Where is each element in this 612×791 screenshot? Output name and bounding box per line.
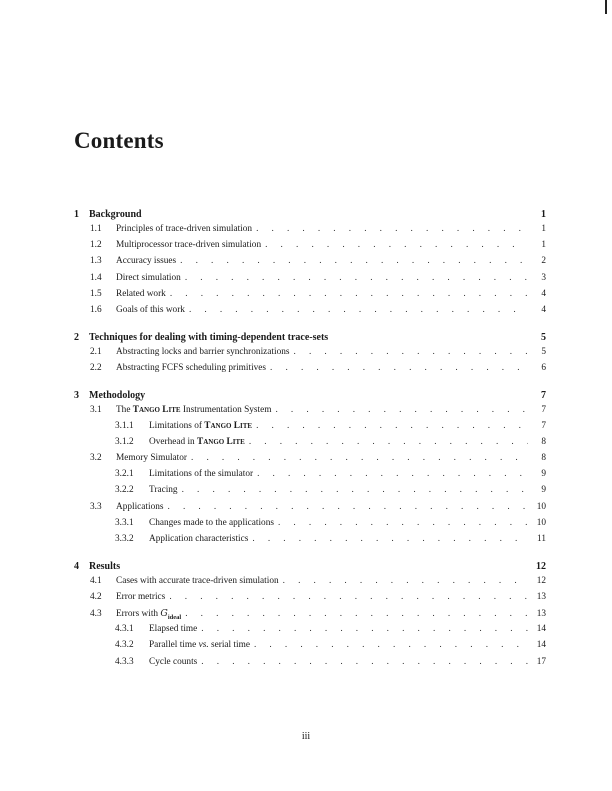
subsection-title: Limitations of the simulator bbox=[149, 469, 254, 480]
dot-leader bbox=[278, 518, 528, 528]
toc-entry bbox=[74, 437, 546, 453]
section-page: 3 bbox=[541, 272, 546, 283]
section-number: 1.3 bbox=[90, 256, 102, 267]
section-number: 1.2 bbox=[90, 240, 102, 251]
subsection-page: 9 bbox=[541, 469, 546, 480]
dot-leader bbox=[170, 289, 528, 299]
toc-entry bbox=[74, 469, 546, 485]
toc-chapter bbox=[74, 332, 546, 347]
dot-leader bbox=[180, 256, 528, 266]
toc-chapter bbox=[74, 209, 546, 224]
dot-leader bbox=[191, 453, 528, 463]
title-text: Errors with bbox=[116, 609, 161, 620]
section-page: 13 bbox=[536, 609, 546, 620]
scan-mark bbox=[605, 0, 607, 14]
section-title: Related work bbox=[116, 288, 166, 299]
dot-leader bbox=[254, 640, 528, 650]
toc-entry bbox=[74, 576, 546, 592]
chapter-title: Techniques for dealing with timing-dependent trace-sets bbox=[89, 331, 329, 343]
chapter-gap bbox=[74, 379, 546, 390]
subsection-number: 4.3.1 bbox=[115, 624, 134, 635]
ideal-subscript: ideal bbox=[167, 613, 182, 621]
toc-entry bbox=[74, 640, 546, 656]
subsection-page: 14 bbox=[536, 640, 546, 651]
dot-leader bbox=[294, 347, 529, 357]
subsection-number: 4.3.3 bbox=[115, 656, 134, 667]
section-title bbox=[116, 405, 271, 415]
section-page: 4 bbox=[541, 288, 546, 299]
subsection-title bbox=[149, 437, 245, 447]
title-text: Overhead in bbox=[149, 436, 198, 447]
chapter-gap bbox=[74, 550, 546, 561]
section-title: Applications bbox=[116, 501, 164, 512]
chapter-page: 12 bbox=[536, 560, 546, 572]
subsection-number: 4.3.2 bbox=[115, 640, 134, 651]
title-text: Instrumentation System bbox=[180, 404, 272, 415]
section-page: 13 bbox=[536, 591, 546, 602]
dot-leader bbox=[275, 405, 528, 415]
chapter-number: 1 bbox=[74, 209, 79, 220]
toc-entry bbox=[74, 256, 546, 272]
tango-lite-name: Tango Lite bbox=[132, 404, 181, 415]
toc-entry bbox=[74, 453, 546, 469]
dot-leader bbox=[257, 469, 528, 479]
section-title: Cases with accurate trace-driven simulation bbox=[116, 575, 279, 586]
section-title: Memory Simulator bbox=[116, 453, 188, 464]
section-page: 1 bbox=[541, 224, 546, 234]
subsection-title: Changes made to the applications bbox=[149, 517, 274, 528]
chapter-number: 4 bbox=[74, 560, 79, 572]
section-number: 4.2 bbox=[90, 591, 102, 602]
title-text: Limitations of bbox=[149, 420, 205, 431]
title-text: serial time bbox=[208, 640, 250, 651]
subsection-number: 3.2.2 bbox=[115, 485, 134, 496]
subsection-page: 17 bbox=[536, 656, 546, 667]
chapter-page: 5 bbox=[541, 331, 546, 343]
toc-entry bbox=[74, 347, 546, 363]
script-g-symbol: G bbox=[160, 608, 168, 620]
section-page: 7 bbox=[541, 404, 546, 415]
dot-leader bbox=[283, 576, 528, 586]
chapter-title: Results bbox=[89, 560, 121, 572]
chapter-title: Methodology bbox=[89, 389, 146, 401]
subsection-title bbox=[149, 640, 250, 650]
dot-leader bbox=[256, 224, 528, 234]
section-page: 2 bbox=[541, 256, 546, 267]
toc-entry bbox=[74, 273, 546, 289]
section-title: Error metrics bbox=[116, 591, 166, 602]
section-title: Direct simulation bbox=[116, 272, 181, 283]
toc-entry bbox=[74, 502, 546, 518]
toc-chapter bbox=[74, 561, 546, 576]
section-number: 1.4 bbox=[90, 272, 102, 283]
dot-leader bbox=[169, 592, 528, 602]
toc-entry bbox=[74, 240, 546, 256]
subsection-title bbox=[149, 421, 252, 431]
dot-leader bbox=[185, 273, 528, 283]
section-page: 8 bbox=[541, 453, 546, 464]
section-page: 1 bbox=[541, 240, 546, 251]
section-page: 6 bbox=[541, 362, 546, 373]
section-number: 2.2 bbox=[90, 362, 102, 373]
toc-entry bbox=[74, 657, 546, 673]
dot-leader bbox=[265, 240, 528, 250]
section-title bbox=[116, 608, 181, 621]
section-number: 1.6 bbox=[90, 304, 102, 315]
section-number: 4.3 bbox=[90, 609, 102, 620]
subsection-title: Elapsed time bbox=[149, 624, 198, 635]
tango-lite-name: Tango Lite bbox=[197, 436, 245, 447]
section-page: 4 bbox=[541, 304, 546, 315]
subsection-title: Tracing bbox=[149, 485, 178, 496]
tango-lite-name: Tango Lite bbox=[204, 420, 253, 431]
subsection-page: 11 bbox=[537, 534, 546, 544]
dot-leader bbox=[249, 437, 528, 447]
section-number: 3.2 bbox=[90, 453, 102, 464]
section-title: Multiprocessor trace-driven simulation bbox=[116, 240, 262, 251]
toc-entry bbox=[74, 534, 546, 550]
toc-entry bbox=[74, 485, 546, 501]
section-number: 2.1 bbox=[90, 346, 102, 357]
section-page: 12 bbox=[536, 575, 546, 586]
subsection-page: 9 bbox=[541, 485, 546, 496]
toc-entry bbox=[74, 421, 546, 437]
section-number: 3.1 bbox=[90, 404, 102, 415]
chapter-page: 7 bbox=[541, 389, 546, 401]
subsection-number: 3.3.1 bbox=[115, 517, 134, 528]
toc-entry bbox=[74, 592, 546, 608]
title-text: The bbox=[116, 404, 133, 415]
section-number: 1.1 bbox=[90, 224, 102, 234]
section-number: 4.1 bbox=[90, 575, 102, 586]
subsection-number: 3.1.1 bbox=[115, 420, 134, 431]
subsection-page: 10 bbox=[536, 517, 546, 528]
toc-entry bbox=[74, 624, 546, 640]
subsection-number: 3.1.2 bbox=[115, 436, 134, 447]
subsection-number: 3.3.2 bbox=[115, 534, 134, 544]
chapter-page: 1 bbox=[541, 209, 546, 220]
toc-entry bbox=[74, 405, 546, 421]
dot-leader bbox=[185, 609, 528, 619]
page-number: iii bbox=[301, 731, 311, 742]
dot-leader bbox=[201, 657, 528, 667]
dot-leader bbox=[201, 624, 528, 634]
dot-leader bbox=[252, 534, 528, 544]
toc-entry bbox=[74, 289, 546, 305]
section-page: 10 bbox=[536, 501, 546, 512]
title-text: Parallel time bbox=[149, 640, 199, 651]
section-title: Accuracy issues bbox=[116, 256, 177, 267]
section-number: 1.5 bbox=[90, 288, 102, 299]
toc-entry bbox=[74, 224, 546, 240]
subsection-page: 7 bbox=[541, 420, 546, 431]
section-page: 5 bbox=[541, 346, 546, 357]
dot-leader bbox=[182, 485, 528, 495]
section-title: Abstracting locks and barrier synchronizations bbox=[116, 346, 290, 357]
toc-chapter bbox=[74, 390, 546, 405]
section-title: Principles of trace-driven simulation bbox=[116, 224, 253, 234]
chapter-title: Background bbox=[89, 209, 142, 220]
title-italic: vs. bbox=[198, 640, 209, 651]
subsection-page: 14 bbox=[536, 624, 546, 635]
section-title: Goals of this work bbox=[116, 304, 185, 315]
dot-leader bbox=[189, 305, 528, 315]
dot-leader bbox=[168, 502, 528, 512]
section-title: Abstracting FCFS scheduling primitives bbox=[116, 362, 267, 373]
subsection-title: Cycle counts bbox=[149, 656, 198, 667]
page-title: Contents bbox=[74, 128, 164, 153]
toc-entry bbox=[74, 518, 546, 534]
chapter-gap bbox=[74, 321, 546, 332]
subsection-number: 3.2.1 bbox=[115, 469, 134, 480]
subsection-title: Application characteristics bbox=[149, 534, 249, 544]
toc-entry bbox=[74, 363, 546, 379]
dot-leader bbox=[270, 363, 528, 373]
subsection-page: 8 bbox=[541, 436, 546, 447]
chapter-number: 2 bbox=[74, 331, 79, 343]
chapter-number: 3 bbox=[74, 389, 79, 401]
toc-entry bbox=[74, 608, 546, 624]
table-of-contents bbox=[74, 209, 546, 673]
dot-leader bbox=[256, 421, 528, 431]
section-number: 3.3 bbox=[90, 501, 102, 512]
toc-entry bbox=[74, 305, 546, 321]
